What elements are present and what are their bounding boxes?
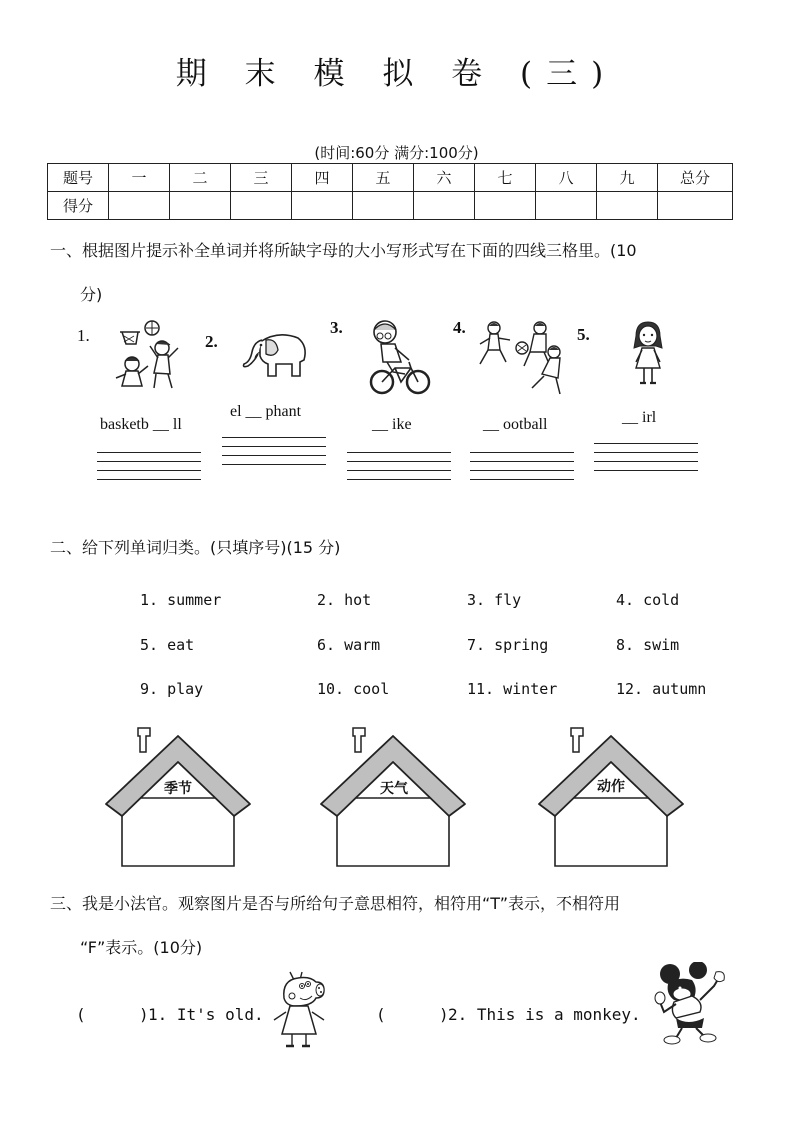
answer-bracket-open[interactable]: ( — [376, 1005, 386, 1024]
score-table-cell: 八 — [536, 164, 597, 192]
girl-picture — [628, 320, 668, 390]
score-input-cell[interactable] — [414, 192, 475, 220]
item-number: 4. — [453, 318, 466, 337]
word-blank: __ ootball — [483, 416, 548, 433]
word-blank: basketb __ ll — [100, 416, 182, 433]
score-input-cell[interactable] — [170, 192, 231, 220]
word-item: 9. play — [140, 680, 204, 698]
score-table-cell: 二 — [170, 164, 231, 192]
score-input-cell[interactable] — [353, 192, 414, 220]
section3-heading: 三、我是小法官。观察图片是否与所给句子意思相符，相符用“T”表示，不相符用 — [50, 894, 621, 913]
score-table-cell: 七 — [475, 164, 536, 192]
word-blank: __ irl — [622, 409, 657, 426]
score-input-cell[interactable] — [109, 192, 170, 220]
answer-bracket-close[interactable]: ) — [139, 1005, 149, 1024]
writing-lines[interactable] — [222, 437, 326, 473]
writing-lines[interactable] — [97, 452, 201, 488]
word-blank: __ ike — [372, 416, 412, 433]
sentence: 1. It's old. — [148, 1005, 264, 1024]
house-label: 天气 — [380, 781, 408, 797]
word-item: 2. hot — [317, 591, 372, 609]
score-input-cell[interactable] — [475, 192, 536, 220]
score-input-cell[interactable] — [292, 192, 353, 220]
score-table-cell: 三 — [231, 164, 292, 192]
score-table-cell: 四 — [292, 164, 353, 192]
score-table-cell: 六 — [414, 164, 475, 192]
writing-lines[interactable] — [347, 452, 451, 488]
answer-bracket-close[interactable]: ) — [439, 1005, 449, 1024]
house-weather[interactable] — [317, 726, 469, 870]
item-number: 5. — [577, 325, 590, 344]
word-item: 8. swim — [616, 636, 680, 654]
item-number: 2. — [205, 332, 218, 351]
house-label: 季节 — [164, 781, 192, 797]
word-item: 1. summer — [140, 591, 222, 609]
sentence: 2. This is a monkey. — [448, 1005, 641, 1024]
section1-heading-cont: 分) — [80, 285, 103, 304]
word-item: 10. cool — [317, 680, 390, 698]
score-input-cell[interactable] — [536, 192, 597, 220]
writing-lines[interactable] — [594, 443, 698, 479]
bike-picture — [365, 318, 433, 396]
score-input-cell[interactable] — [231, 192, 292, 220]
section3-heading-cont: “F”表示。(10分) — [80, 938, 203, 957]
mouse-picture — [654, 962, 730, 1046]
football-picture — [472, 318, 572, 396]
word-item: 4. cold — [616, 591, 680, 609]
pig-picture — [272, 968, 330, 1050]
item-number: 3. — [330, 318, 343, 337]
score-input-cell[interactable] — [658, 192, 733, 220]
house-actions[interactable] — [535, 726, 687, 870]
score-input-cell[interactable] — [597, 192, 658, 220]
word-item: 12. autumn — [616, 680, 707, 698]
word-blank: el __ phant — [230, 403, 302, 420]
item-number: 1. — [77, 326, 90, 345]
score-table-cell: 一 — [109, 164, 170, 192]
score-table-score-row — [48, 192, 733, 220]
word-item: 6. warm — [317, 636, 381, 654]
writing-lines[interactable] — [470, 452, 574, 488]
word-item: 7. spring — [467, 636, 549, 654]
score-table — [47, 163, 733, 220]
section2-heading: 二、给下列单词归类。(只填序号)(15 分) — [50, 538, 341, 557]
score-table-cell: 得分 — [48, 192, 109, 220]
answer-bracket-open[interactable]: ( — [76, 1005, 86, 1024]
word-item: 11. winter — [467, 680, 558, 698]
section1-heading: 一、根据图片提示补全单词并将所缺字母的大小写形式写在下面的四线三格里。(10 — [50, 241, 637, 260]
page-title: 期 末 模 拟 卷 (三) — [175, 56, 618, 92]
word-item: 3. fly — [467, 591, 522, 609]
basketball-picture — [110, 318, 188, 390]
score-table-cell: 九 — [597, 164, 658, 192]
score-table-cell: 题号 — [48, 164, 109, 192]
house-seasons[interactable] — [102, 726, 254, 870]
score-table-header-row — [48, 164, 733, 192]
word-item: 5. eat — [140, 636, 195, 654]
house-label: 动作 — [597, 779, 625, 795]
score-table-cell: 总分 — [658, 164, 733, 192]
score-table-cell: 五 — [353, 164, 414, 192]
elephant-picture — [240, 328, 310, 380]
time-info: (时间:60分 满分:100分) — [314, 144, 479, 162]
